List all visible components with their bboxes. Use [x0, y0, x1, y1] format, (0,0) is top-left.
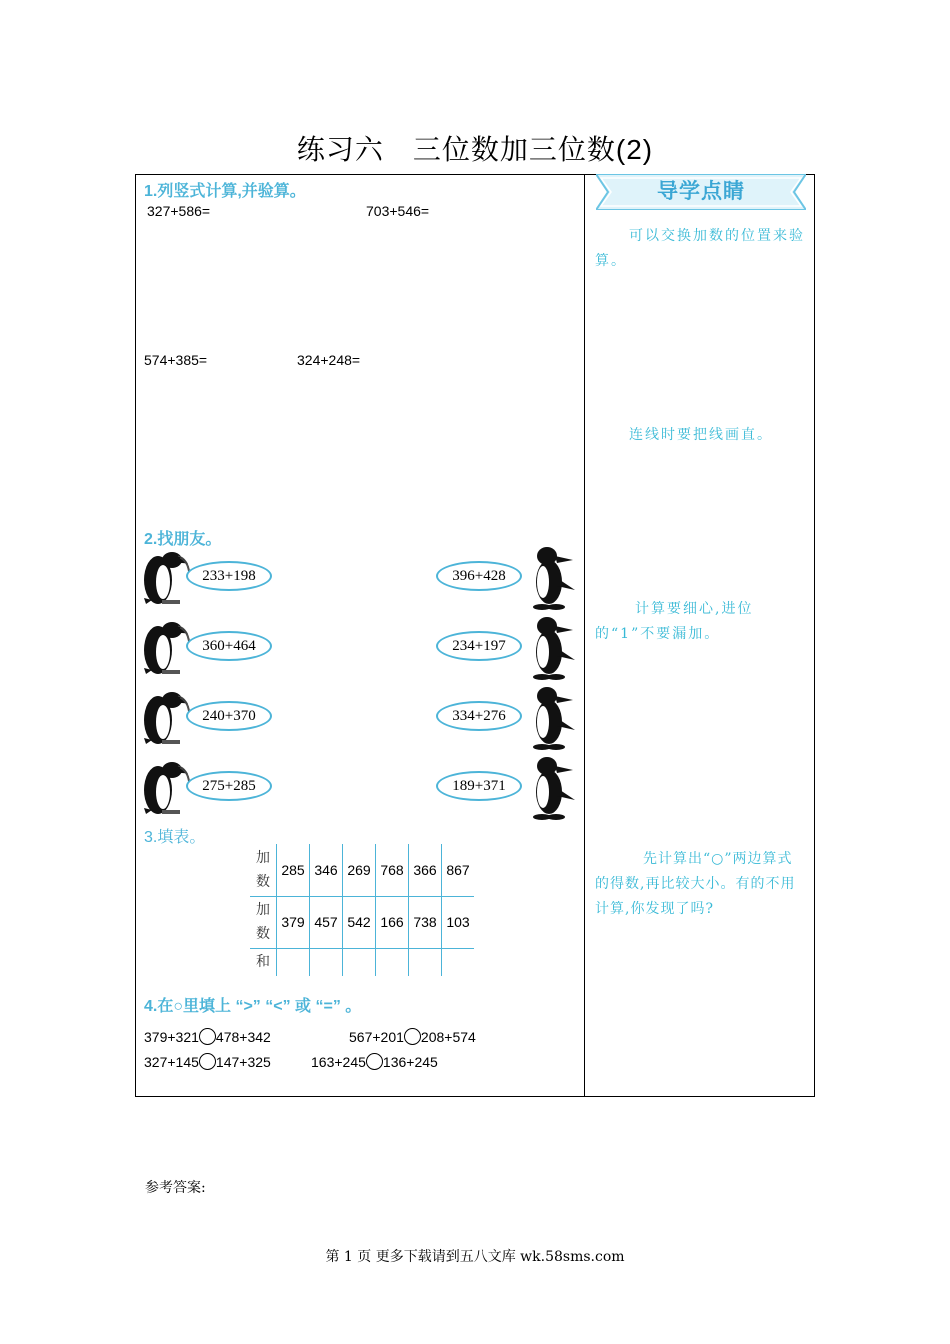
- answer-label: 参考答案:: [145, 1180, 206, 1196]
- penguin-icon: [142, 618, 192, 682]
- answer-circle[interactable]: [199, 1053, 216, 1070]
- match-right-expression[interactable]: 334+276: [436, 701, 522, 731]
- table-cell: 269: [343, 844, 376, 896]
- table-cell: 867: [442, 844, 475, 896]
- answer-circle[interactable]: [199, 1028, 216, 1045]
- sum-cell[interactable]: [376, 948, 409, 976]
- tip-1: 可以交换加数的位置来验算。: [595, 228, 805, 269]
- answer-circle[interactable]: [404, 1028, 421, 1045]
- compare-left: 567+201: [349, 1029, 404, 1045]
- compare-right: 208+574: [420, 1029, 476, 1045]
- section-4-heading: 4.在○里填上 “>” “<” 或 “=” 。: [144, 998, 362, 1015]
- problem-1: 327+586=: [147, 203, 211, 219]
- penguin-icon: [527, 616, 577, 682]
- problem-4: 324+248=: [297, 352, 361, 368]
- penguin-icon: [142, 548, 192, 612]
- compare-right: 147+325: [215, 1054, 271, 1070]
- section-1-heading: 1.列竖式计算,并验算。: [144, 183, 306, 200]
- penguin-icon: [527, 756, 577, 822]
- match-right-expression[interactable]: 189+371: [436, 771, 522, 801]
- table-cell: 346: [310, 844, 343, 896]
- compare-item: [144, 1028, 271, 1045]
- table-row: [250, 844, 474, 896]
- compare-right: 136+245: [382, 1054, 438, 1070]
- compare-left: 379+321: [144, 1029, 199, 1045]
- penguin-icon: [142, 688, 192, 752]
- match-right-expression[interactable]: 396+428: [436, 561, 522, 591]
- compare-right: 478+342: [215, 1029, 271, 1045]
- banner-title: 导学点睛: [657, 180, 745, 203]
- compare-item: [144, 1053, 271, 1070]
- match-left-expression[interactable]: 360+464: [186, 631, 272, 661]
- page-footer: 第 1 页 更多下载请到五八文库 wk.58sms.com: [325, 1249, 625, 1265]
- match-left-expression[interactable]: 233+198: [186, 561, 272, 591]
- compare-item: [311, 1053, 438, 1070]
- row-label: 加 数: [250, 844, 277, 896]
- page-title: 练习六 三位数加三位数(2): [296, 134, 654, 165]
- table-cell: 542: [343, 896, 376, 948]
- match-left-expression[interactable]: 275+285: [186, 771, 272, 801]
- compare-item: [349, 1028, 476, 1045]
- tip-2: 连线时要把线画直。: [629, 427, 773, 443]
- sum-cell[interactable]: [442, 948, 475, 976]
- table-cell: 285: [277, 844, 310, 896]
- row-label: 加 数: [250, 896, 277, 948]
- table-cell: 457: [310, 896, 343, 948]
- penguin-icon: [527, 546, 577, 612]
- penguin-icon: [527, 686, 577, 752]
- row-label: 和: [250, 948, 277, 976]
- penguin-icon: [142, 758, 192, 822]
- answer-circle[interactable]: [366, 1053, 383, 1070]
- table-row: [250, 948, 474, 976]
- sum-cell[interactable]: [409, 948, 442, 976]
- sum-cell[interactable]: [343, 948, 376, 976]
- tip-4: 先计算出“○”两边算式的得数,再比较大小。有的不用计算,你发现了吗?: [595, 851, 796, 917]
- match-left-expression[interactable]: 240+370: [186, 701, 272, 731]
- compare-left: 163+245: [311, 1054, 366, 1070]
- sum-cell[interactable]: [277, 948, 310, 976]
- table-cell: 379: [277, 896, 310, 948]
- compare-left: 327+145: [144, 1054, 199, 1070]
- tip-3: 计算要细心,进位的“1”不要漏加。: [595, 601, 754, 642]
- table-cell: 103: [442, 896, 475, 948]
- match-right-expression[interactable]: 234+197: [436, 631, 522, 661]
- table-cell: 166: [376, 896, 409, 948]
- table-cell: 738: [409, 896, 442, 948]
- section-2-heading: 2.找朋友。: [144, 531, 222, 548]
- problem-2: 703+546=: [366, 203, 430, 219]
- problem-3: 574+385=: [144, 352, 208, 368]
- table-row: [250, 896, 474, 948]
- column-divider: [584, 174, 585, 1097]
- table-cell: 768: [376, 844, 409, 896]
- fill-table: [250, 844, 474, 976]
- section-3-heading: 3.填表。: [144, 829, 206, 846]
- table-cell: 366: [409, 844, 442, 896]
- sum-cell[interactable]: [310, 948, 343, 976]
